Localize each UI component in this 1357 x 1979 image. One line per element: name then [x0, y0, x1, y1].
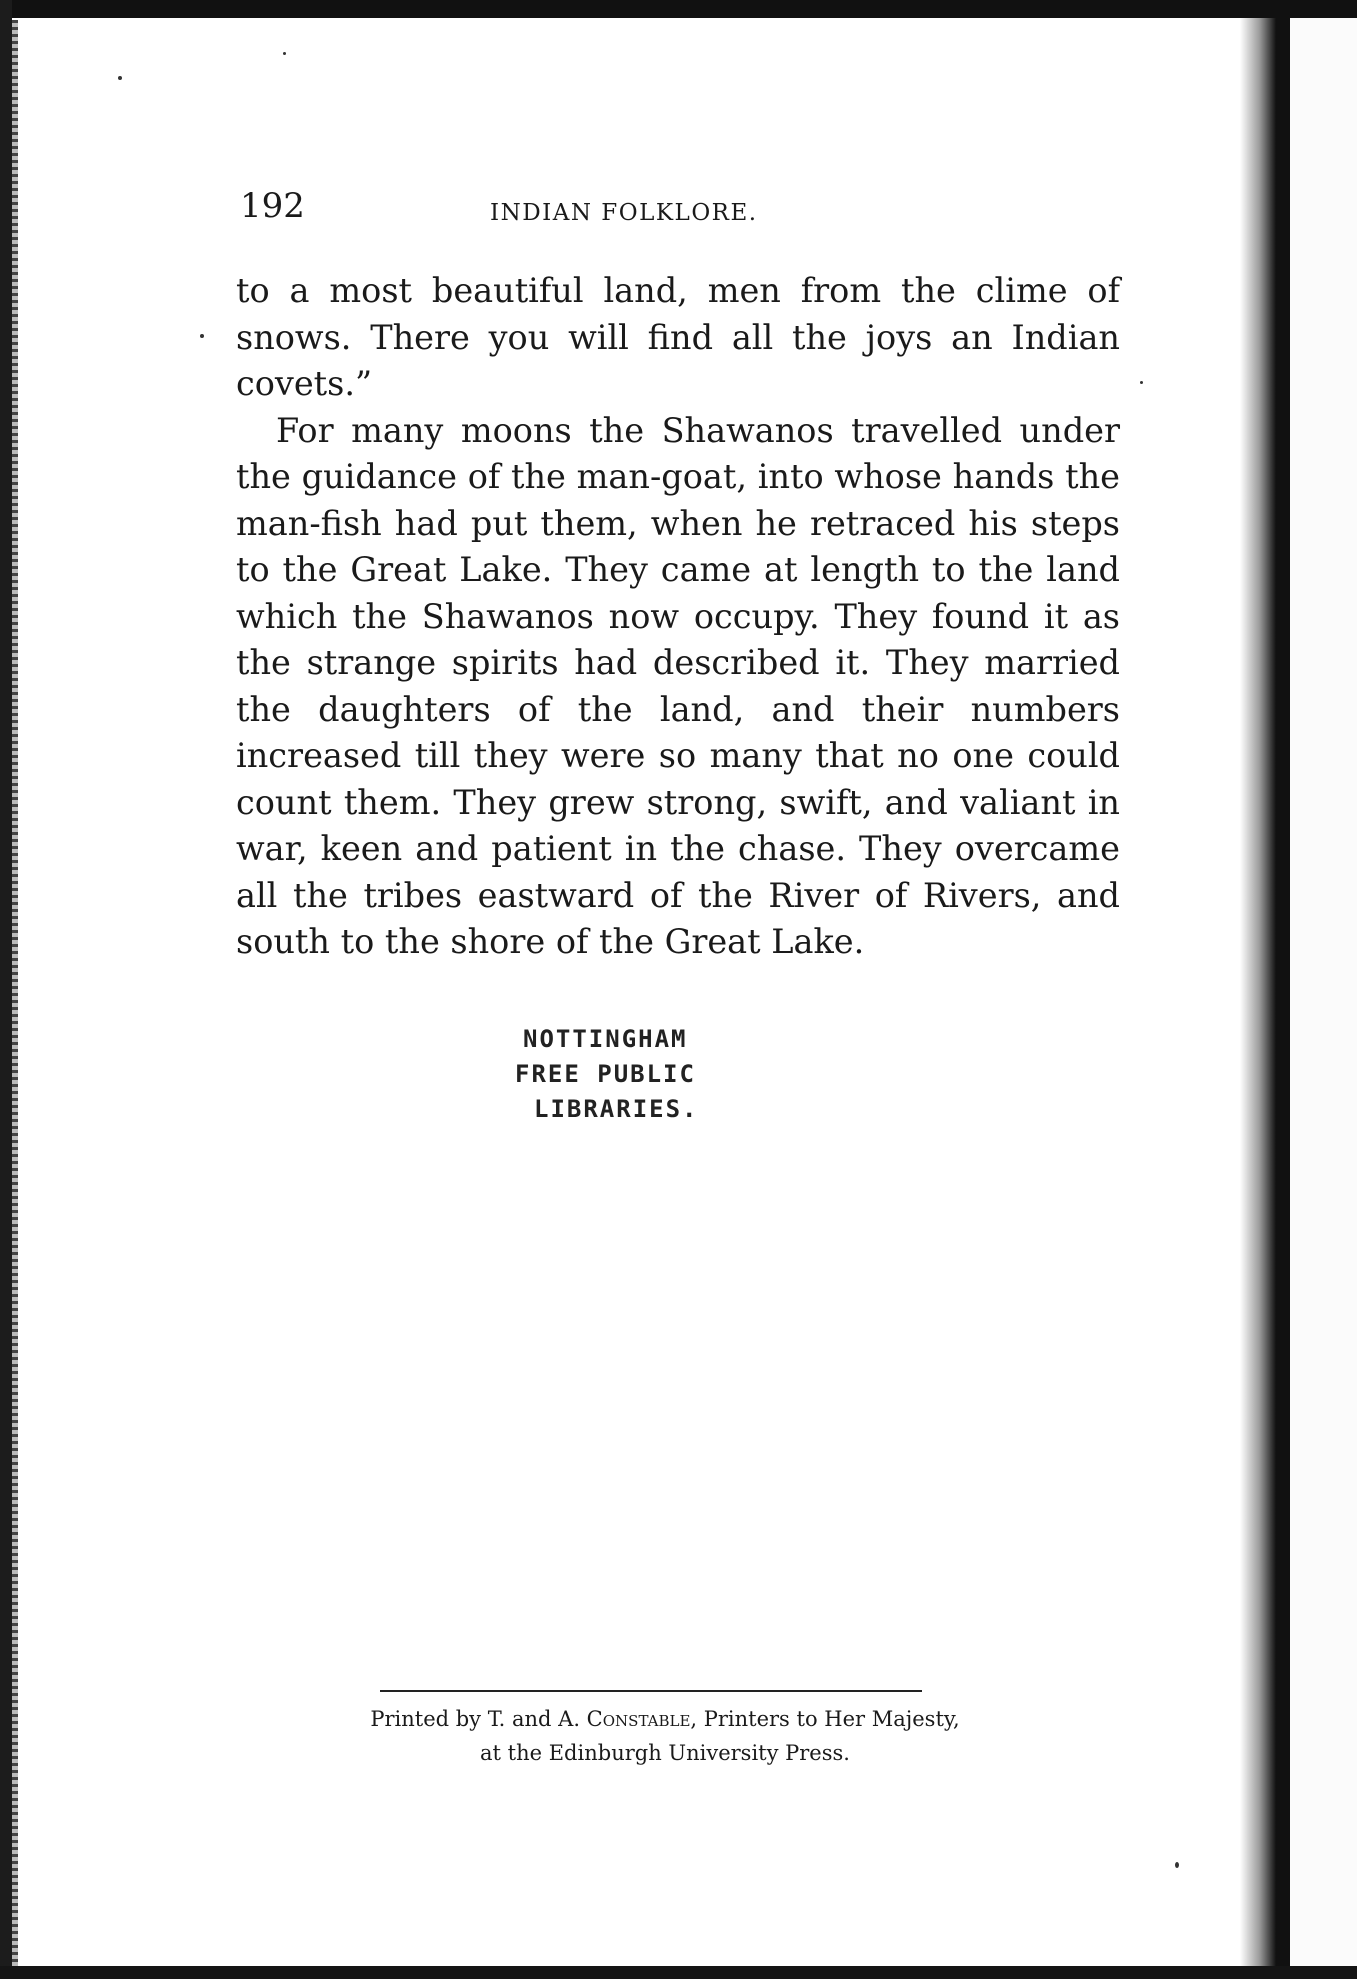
scan-speck	[283, 52, 286, 55]
running-title: INDIAN FOLKLORE.	[490, 200, 758, 226]
imprint-printer-name: Constable	[586, 1707, 691, 1731]
imprint-line-2: at the Edinburgh University Press.	[480, 1741, 850, 1765]
paragraph-shawanos: For many moons the Shawanos travelled under the guidance of the man-goat, into whose hands the man-fish had put them, when he retraced his steps to the Great Lake. They came at length to the land which the Shawanos now occupy. They found it as the strange spirits had described it. They married the daughters of the land, and their numbers increased till they were so many that no one could count them. They grew strong, swift, and valiant in war, keen and patient in the chase. They overcame all the tribes eastward of the River of Rivers, and south to the shore of the Great Lake.	[236, 410, 1120, 961]
adjacent-page-strip	[1290, 18, 1357, 1968]
scan-speck	[1175, 1862, 1179, 1868]
scan-border-bottom	[0, 1966, 1357, 1979]
library-stamp	[515, 1022, 775, 1127]
body-text	[236, 268, 1120, 966]
scan-speck	[118, 76, 122, 80]
stamp-line-1: NOTTINGHAM	[523, 1025, 688, 1053]
printer-imprint	[270, 1702, 1060, 1770]
imprint-rule	[380, 1690, 922, 1692]
stamp-line-3: LIBRARIES.	[534, 1095, 699, 1123]
imprint-suffix: , Printers to Her Majesty,	[690, 1707, 960, 1731]
scan-border-top	[0, 0, 1357, 18]
page-fold-shadow	[1240, 18, 1276, 1968]
scan-border-left-texture	[12, 20, 18, 1970]
page-header	[240, 186, 820, 236]
scan-speck	[200, 334, 204, 338]
imprint-prefix: Printed by T. and A.	[370, 1707, 587, 1731]
scan-border-right	[1276, 18, 1290, 1968]
paragraph-continuation: to a most beautiful land, men from the clime of snows. There you will find all the joys an Indian covets.”	[236, 271, 1120, 403]
stamp-line-2: FREE PUBLIC	[515, 1060, 696, 1088]
page-number: 192	[240, 186, 305, 226]
scan-border-left	[0, 0, 12, 1979]
scan-speck	[1140, 381, 1143, 384]
imprint-line-1	[270, 1702, 1060, 1736]
